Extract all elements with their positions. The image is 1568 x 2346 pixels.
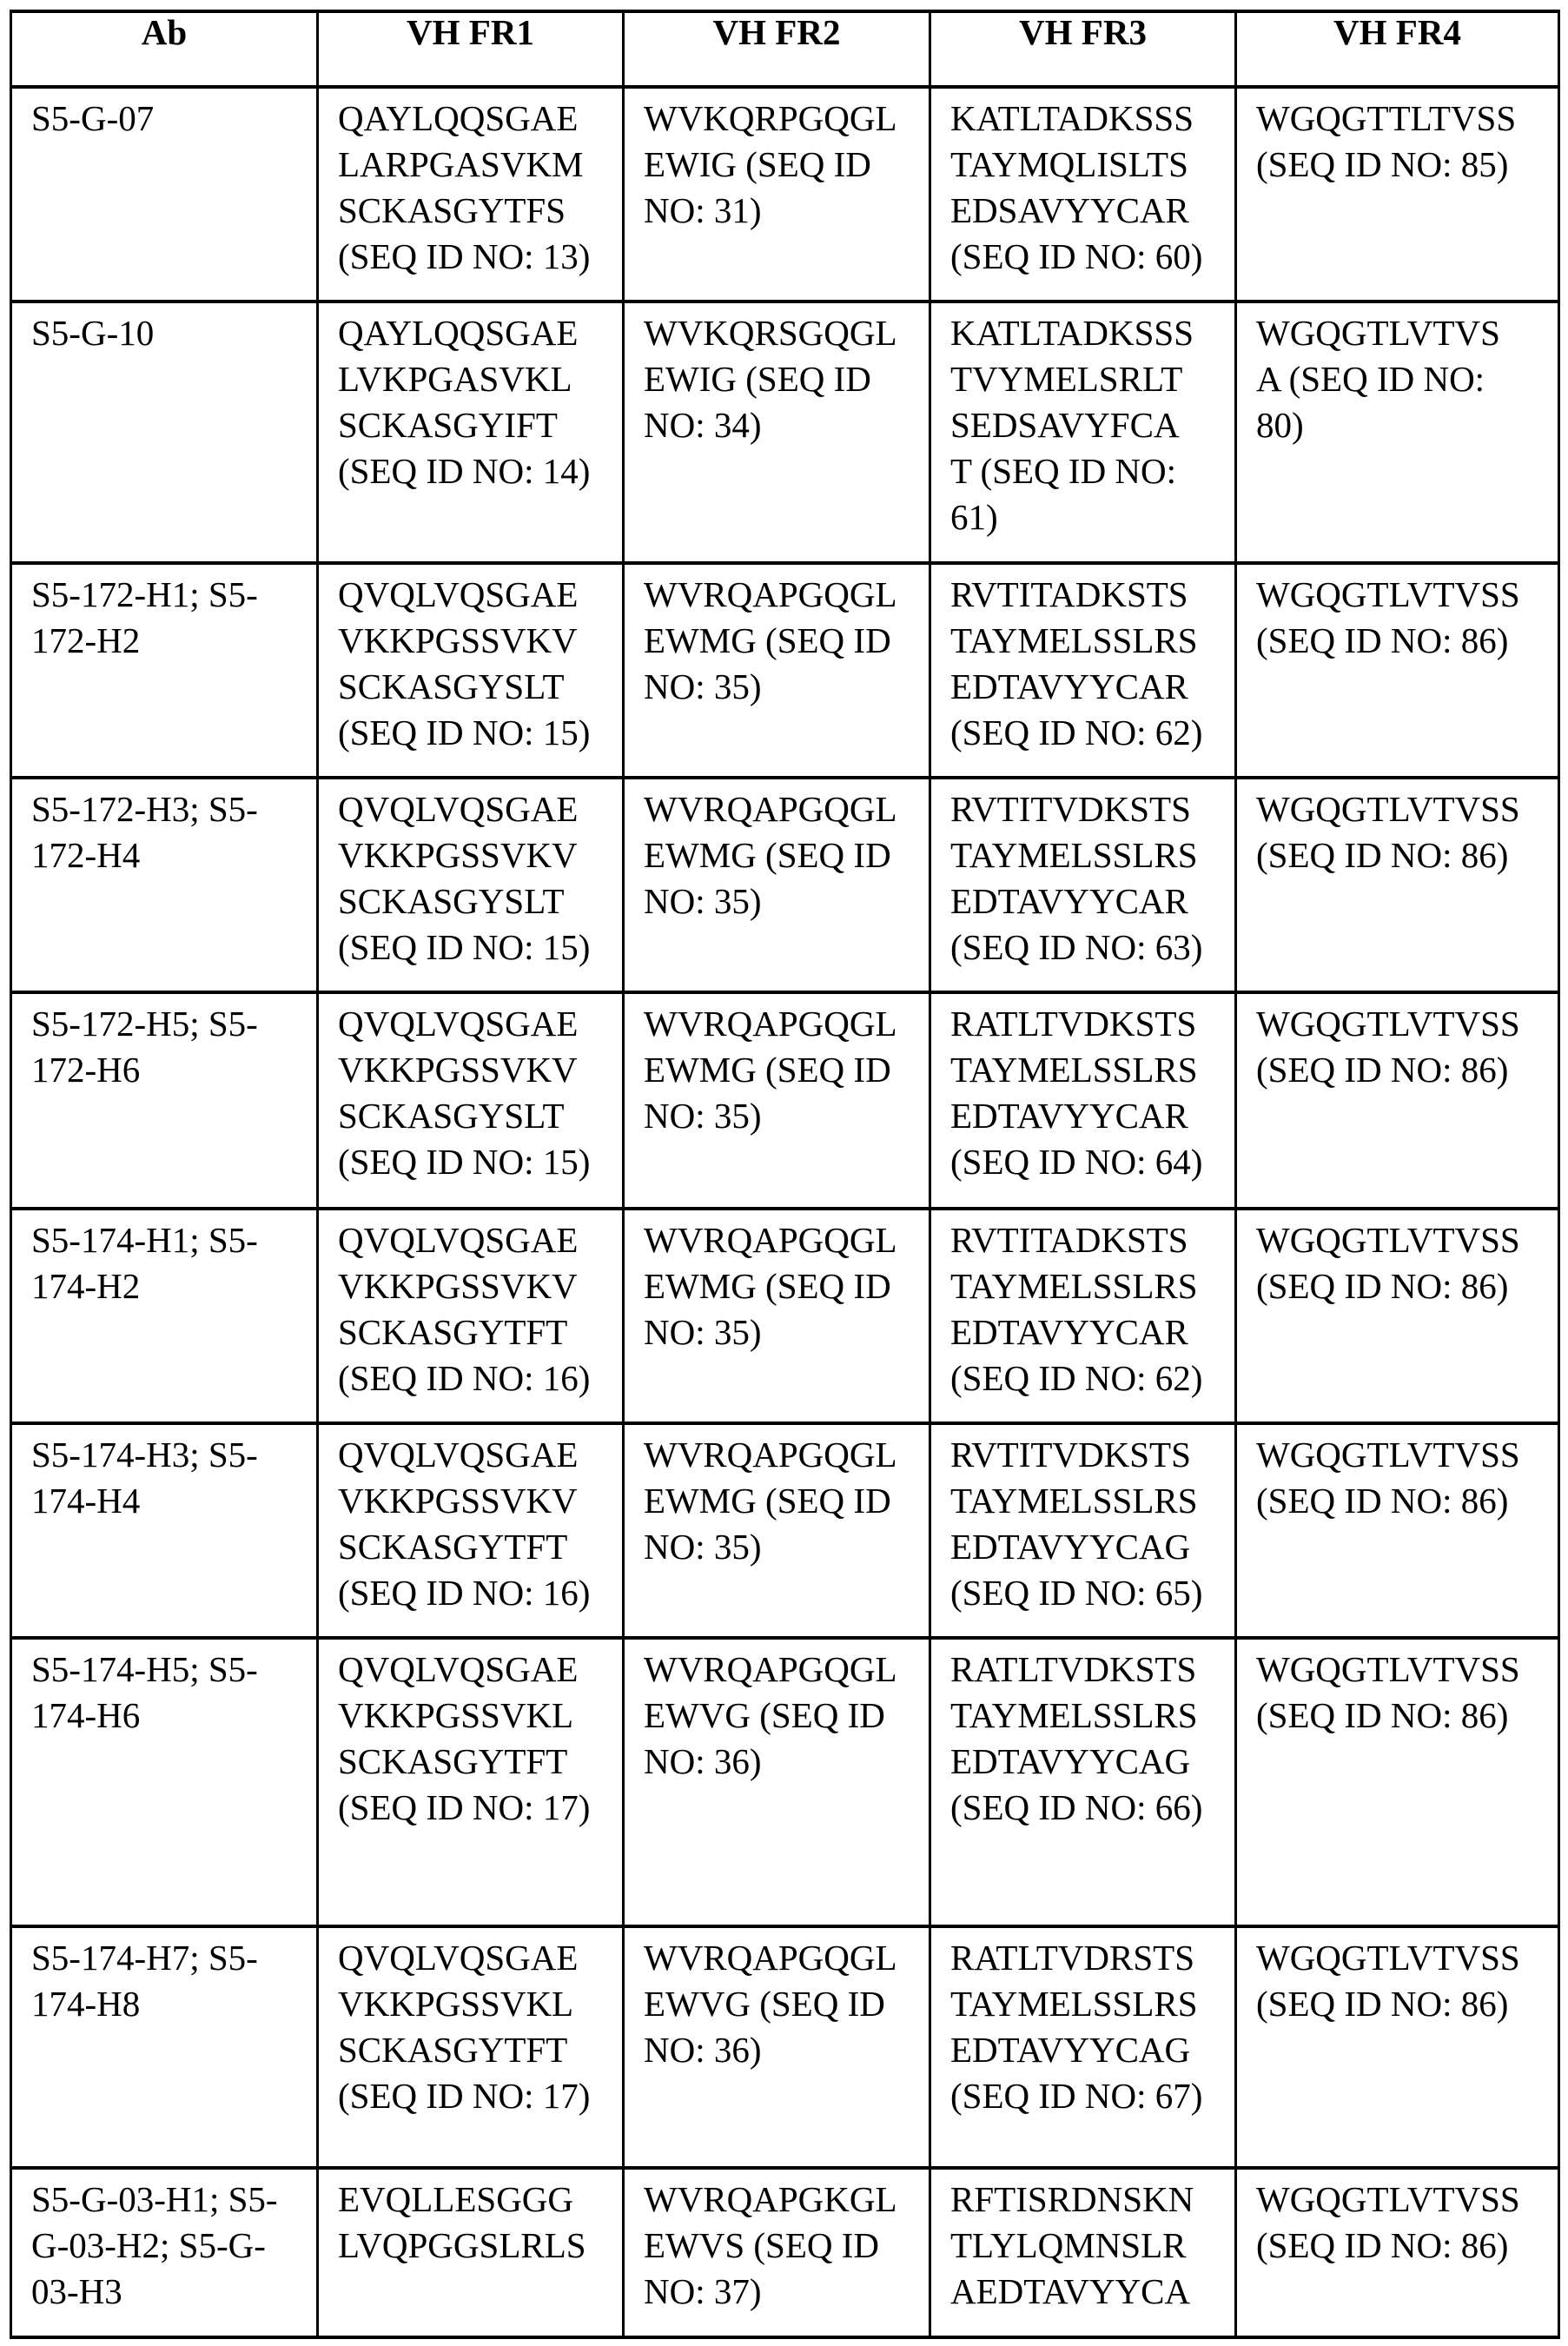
cell-text-line: WGQGTLVTVS: [1256, 313, 1500, 353]
cell-text-line: 172-H4: [31, 835, 141, 875]
cell-text-line: EDTAVYYCAG: [950, 1527, 1191, 1567]
vh-fr4-cell: [1236, 87, 1559, 302]
cell-text-line: WVRQAPGQGL: [644, 1220, 897, 1260]
cell-text-line: (SEQ ID NO: 62): [950, 1358, 1203, 1398]
cell-text-line: (SEQ ID NO: 13): [338, 236, 591, 276]
cell-text-line: TAYMELSSLRS: [950, 1695, 1198, 1735]
cell-text-line: SCKASGYTFT: [338, 1312, 568, 1352]
antibody-name-cell: [11, 992, 318, 1209]
cell-text-line: EWVG (SEQ ID: [644, 1695, 885, 1735]
antibody-name-cell: [11, 1638, 318, 1926]
cell-text-line: EDTAVYYCAR: [950, 666, 1188, 706]
cell-text-line: S5-G-03-H1; S5-: [31, 2179, 278, 2219]
cell-text-line: NO: 31): [644, 190, 762, 230]
cell-text-line: (SEQ ID NO: 17): [338, 2076, 591, 2116]
table-row: [11, 1209, 1559, 1423]
cell-text-line: SEDSAVYFCA: [950, 405, 1180, 445]
vh-fr3-cell: [930, 1638, 1236, 1926]
cell-text-line: RFTISRDNSKN: [950, 2179, 1194, 2219]
antibody-name-cell: [11, 1423, 318, 1638]
cell-text-line: RATLTVDKSTS: [950, 1004, 1197, 1044]
cell-text-line: QVQLVQSGAE: [338, 1220, 579, 1260]
header-vh-fr3: VH FR3: [930, 11, 1236, 87]
vh-fr3-cell: [930, 2168, 1236, 2337]
cell-text-line: EDSAVYYCAR: [950, 190, 1189, 230]
cell-text-line: EWVG (SEQ ID: [644, 1984, 885, 2024]
table-row: [11, 87, 1559, 302]
cell-text-line: QVQLVQSGAE: [338, 1938, 579, 1978]
vh-fr2-cell: [624, 302, 930, 563]
antibody-name-cell: [11, 1209, 318, 1423]
cell-text-line: SCKASGYSLT: [338, 1096, 565, 1136]
cell-text-line: (SEQ ID NO: 66): [950, 1787, 1203, 1827]
vh-fr1-cell: [318, 1209, 624, 1423]
cell-text-line: EWMG (SEQ ID: [644, 1266, 891, 1306]
header-ab: Ab: [11, 11, 318, 87]
cell-text-line: RATLTVDKSTS: [950, 1649, 1197, 1689]
cell-text-line: WGQGTLVTVSS: [1256, 1220, 1520, 1260]
cell-text-line: TLYLQMNSLR: [950, 2225, 1187, 2265]
cell-text-line: WVRQAPGKGL: [644, 2179, 897, 2219]
cell-text-line: WGQGTLVTVSS: [1256, 1649, 1520, 1689]
vh-fr3-cell: [930, 992, 1236, 1209]
cell-text-line: (SEQ ID NO: 63): [950, 927, 1203, 967]
header-vh-fr2: VH FR2: [624, 11, 930, 87]
vh-fr3-cell: [930, 1926, 1236, 2168]
vh-framework-table: [10, 10, 1560, 2339]
vh-fr2-cell: [624, 992, 930, 1209]
cell-text-line: EWIG (SEQ ID: [644, 144, 871, 184]
cell-text-line: EDTAVYYCAG: [950, 1741, 1191, 1781]
cell-text-line: VKKPGSSVKL: [338, 1695, 574, 1735]
cell-text-line: WGQGTLVTVSS: [1256, 1004, 1520, 1044]
header-vh-fr1: VH FR1: [318, 11, 624, 87]
cell-text-line: WVRQAPGQGL: [644, 1938, 897, 1978]
cell-text-line: VKKPGSSVKV: [338, 835, 578, 875]
cell-text-line: (SEQ ID NO: 85): [1256, 144, 1509, 184]
vh-fr2-cell: [624, 1423, 930, 1638]
cell-text-line: (SEQ ID NO: 86): [1256, 2225, 1509, 2265]
cell-text-line: (SEQ ID NO: 15): [338, 927, 591, 967]
cell-text-line: (SEQ ID NO: 16): [338, 1358, 591, 1398]
cell-text-line: (SEQ ID NO: 14): [338, 451, 591, 491]
cell-text-line: WGQGTLVTVSS: [1256, 1435, 1520, 1475]
cell-text-line: (SEQ ID NO: 16): [338, 1573, 591, 1613]
cell-text-line: WVRQAPGQGL: [644, 1435, 897, 1475]
table-row: [11, 563, 1559, 778]
vh-fr3-cell: [930, 563, 1236, 778]
vh-fr2-cell: [624, 1638, 930, 1926]
cell-text-line: WVRQAPGQGL: [644, 1004, 897, 1044]
table-row: [11, 302, 1559, 563]
cell-text-line: TAYMELSSLRS: [950, 835, 1198, 875]
cell-text-line: (SEQ ID NO: 67): [950, 2076, 1203, 2116]
cell-text-line: SCKASGYTFT: [338, 1741, 568, 1781]
cell-text-line: 172-H2: [31, 620, 141, 660]
cell-text-line: RATLTVDRSTS: [950, 1938, 1194, 1978]
cell-text-line: QVQLVQSGAE: [338, 789, 579, 829]
table-row: [11, 1638, 1559, 1926]
cell-text-line: (SEQ ID NO: 60): [950, 236, 1203, 276]
vh-fr2-cell: [624, 2168, 930, 2337]
cell-text-line: NO: 35): [644, 1312, 762, 1352]
cell-text-line: VKKPGSSVKL: [338, 1984, 574, 2024]
cell-text-line: VKKPGSSVKV: [338, 1481, 578, 1521]
vh-fr4-cell: [1236, 1209, 1559, 1423]
antibody-name-cell: [11, 563, 318, 778]
cell-text-line: S5-174-H1; S5-: [31, 1220, 258, 1260]
cell-text-line: SCKASGYIFT: [338, 405, 558, 445]
cell-text-line: 03-H3: [31, 2271, 122, 2311]
cell-text-line: TAYMELSSLRS: [950, 1984, 1198, 2024]
table-row: [11, 992, 1559, 1209]
cell-text-line: (SEQ ID NO: 86): [1256, 620, 1509, 660]
cell-text-line: SCKASGYSLT: [338, 666, 565, 706]
cell-text-line: NO: 37): [644, 2271, 762, 2311]
cell-text-line: WVRQAPGQGL: [644, 574, 897, 614]
cell-text-line: S5-172-H5; S5-: [31, 1004, 258, 1044]
cell-text-line: NO: 35): [644, 1527, 762, 1567]
cell-text-line: EWVS (SEQ ID: [644, 2225, 880, 2265]
cell-text-line: EDTAVYYCAR: [950, 881, 1188, 921]
header-row: [11, 11, 1559, 87]
cell-text-line: QAYLQQSGAE: [338, 98, 579, 138]
vh-fr3-cell: [930, 1209, 1236, 1423]
antibody-name-cell: [11, 2168, 318, 2337]
table-row: [11, 1423, 1559, 1638]
cell-text-line: 174-H8: [31, 1984, 141, 2024]
cell-text-line: AEDTAVYYCA: [950, 2271, 1191, 2311]
vh-fr1-cell: [318, 1638, 624, 1926]
cell-text-line: TAYMELSSLRS: [950, 1266, 1198, 1306]
vh-fr1-cell: [318, 2168, 624, 2337]
cell-text-line: VKKPGSSVKV: [338, 620, 578, 660]
cell-text-line: S5-172-H3; S5-: [31, 789, 258, 829]
cell-text-line: TAYMELSSLRS: [950, 1481, 1198, 1521]
cell-text-line: WGQGTTLTVSS: [1256, 98, 1517, 138]
cell-text-line: (SEQ ID NO: 86): [1256, 1984, 1509, 2024]
cell-text-line: 174-H6: [31, 1695, 141, 1735]
cell-text-line: LVQPGGSLRLS: [338, 2225, 586, 2265]
vh-fr4-cell: [1236, 302, 1559, 563]
cell-text-line: TAYMELSSLRS: [950, 1050, 1198, 1090]
cell-text-line: QVQLVQSGAE: [338, 1435, 579, 1475]
cell-text-line: KATLTADKSSS: [950, 313, 1194, 353]
antibody-name-cell: [11, 87, 318, 302]
vh-fr4-cell: [1236, 1423, 1559, 1638]
cell-text-line: RVTITADKSTS: [950, 574, 1188, 614]
vh-fr1-cell: [318, 563, 624, 778]
cell-text-line: S5-174-H3; S5-: [31, 1435, 258, 1475]
cell-text-line: QVQLVQSGAE: [338, 574, 579, 614]
cell-text-line: RVTITVDKSTS: [950, 1435, 1191, 1475]
vh-fr4-cell: [1236, 1926, 1559, 2168]
cell-text-line: WGQGTLVTVSS: [1256, 574, 1520, 614]
cell-text-line: (SEQ ID NO: 86): [1256, 1050, 1509, 1090]
table-body: [11, 87, 1559, 2337]
cell-text-line: (SEQ ID NO: 62): [950, 712, 1203, 752]
cell-text-line: A (SEQ ID NO:: [1256, 359, 1485, 399]
cell-text-line: RVTITADKSTS: [950, 1220, 1188, 1260]
vh-fr4-cell: [1236, 563, 1559, 778]
vh-fr1-cell: [318, 302, 624, 563]
antibody-name-cell: [11, 778, 318, 992]
cell-text-line: EWMG (SEQ ID: [644, 1481, 891, 1521]
cell-text-line: QAYLQQSGAE: [338, 313, 579, 353]
cell-text-line: LARPGASVKM: [338, 144, 584, 184]
vh-fr4-cell: [1236, 778, 1559, 992]
vh-fr2-cell: [624, 1209, 930, 1423]
cell-text-line: WGQGTLVTVSS: [1256, 789, 1520, 829]
cell-text-line: S5-174-H5; S5-: [31, 1649, 258, 1689]
cell-text-line: NO: 34): [644, 405, 762, 445]
vh-fr2-cell: [624, 87, 930, 302]
vh-fr1-cell: [318, 87, 624, 302]
cell-text-line: VKKPGSSVKV: [338, 1266, 578, 1306]
cell-text-line: NO: 35): [644, 1096, 762, 1136]
cell-text-line: WVKQRSGQGL: [644, 313, 897, 353]
vh-fr1-cell: [318, 1926, 624, 2168]
cell-text-line: VKKPGSSVKV: [338, 1050, 578, 1090]
cell-text-line: 174-H4: [31, 1481, 141, 1521]
cell-text-line: EDTAVYYCAR: [950, 1096, 1188, 1136]
cell-text-line: RVTITVDKSTS: [950, 789, 1191, 829]
vh-fr4-cell: [1236, 2168, 1559, 2337]
cell-text-line: SCKASGYTFS: [338, 190, 566, 230]
vh-fr1-cell: [318, 1423, 624, 1638]
cell-text-line: (SEQ ID NO: 15): [338, 1142, 591, 1182]
table-row: [11, 778, 1559, 992]
cell-text-line: EDTAVYYCAR: [950, 1312, 1188, 1352]
vh-fr4-cell: [1236, 1638, 1559, 1926]
vh-fr3-cell: [930, 1423, 1236, 1638]
vh-fr4-cell: [1236, 992, 1559, 1209]
cell-text-line: SCKASGYSLT: [338, 881, 565, 921]
cell-text-line: 174-H2: [31, 1266, 141, 1306]
cell-text-line: NO: 35): [644, 881, 762, 921]
cell-text-line: WVRQAPGQGL: [644, 1649, 897, 1689]
cell-text-line: (SEQ ID NO: 65): [950, 1573, 1203, 1613]
cell-text-line: (SEQ ID NO: 86): [1256, 1266, 1509, 1306]
vh-fr3-cell: [930, 87, 1236, 302]
cell-text-line: S5-G-07: [31, 98, 155, 138]
cell-text-line: G-03-H2; S5-G-: [31, 2225, 266, 2265]
vh-fr3-cell: [930, 302, 1236, 563]
cell-text-line: NO: 35): [644, 666, 762, 706]
cell-text-line: EDTAVYYCAG: [950, 2030, 1191, 2070]
cell-text-line: TAYMQLISLTS: [950, 144, 1188, 184]
cell-text-line: (SEQ ID NO: 17): [338, 1787, 591, 1827]
cell-text-line: WGQGTLVTVSS: [1256, 2179, 1520, 2219]
cell-text-line: TAYMELSSLRS: [950, 620, 1198, 660]
cell-text-line: 172-H6: [31, 1050, 141, 1090]
table-row: [11, 1926, 1559, 2168]
cell-text-line: LVKPGASVKL: [338, 359, 572, 399]
cell-text-line: 80): [1256, 405, 1304, 445]
antibody-name-cell: [11, 1926, 318, 2168]
cell-text-line: EWIG (SEQ ID: [644, 359, 871, 399]
vh-fr1-cell: [318, 778, 624, 992]
vh-fr3-cell: [930, 778, 1236, 992]
cell-text-line: SCKASGYTFT: [338, 2030, 568, 2070]
cell-text-line: (SEQ ID NO: 15): [338, 712, 591, 752]
cell-text-line: EWMG (SEQ ID: [644, 1050, 891, 1090]
vh-fr2-cell: [624, 1926, 930, 2168]
cell-text-line: S5-172-H1; S5-: [31, 574, 258, 614]
cell-text-line: SCKASGYTFT: [338, 1527, 568, 1567]
cell-text-line: (SEQ ID NO: 86): [1256, 1481, 1509, 1521]
vh-fr2-cell: [624, 563, 930, 778]
cell-text-line: EWMG (SEQ ID: [644, 835, 891, 875]
cell-text-line: (SEQ ID NO: 86): [1256, 1695, 1509, 1735]
cell-text-line: QVQLVQSGAE: [338, 1649, 579, 1689]
cell-text-line: S5-174-H7; S5-: [31, 1938, 258, 1978]
cell-text-line: WVRQAPGQGL: [644, 789, 897, 829]
cell-text-line: EVQLLESGGG: [338, 2179, 574, 2219]
header-vh-fr4: VH FR4: [1236, 11, 1559, 87]
antibody-name-cell: [11, 302, 318, 563]
cell-text-line: WVKQRPGQGL: [644, 98, 897, 138]
cell-text-line: KATLTADKSSS: [950, 98, 1194, 138]
vh-fr1-cell: [318, 992, 624, 1209]
cell-text-line: S5-G-10: [31, 313, 155, 353]
cell-text-line: WGQGTLVTVSS: [1256, 1938, 1520, 1978]
cell-text-line: EWMG (SEQ ID: [644, 620, 891, 660]
cell-text-line: TVYMELSRLT: [950, 359, 1183, 399]
cell-text-line: T (SEQ ID NO:: [950, 451, 1177, 491]
cell-text-line: QVQLVQSGAE: [338, 1004, 579, 1044]
cell-text-line: 61): [950, 497, 998, 537]
cell-text-line: (SEQ ID NO: 64): [950, 1142, 1203, 1182]
cell-text-line: (SEQ ID NO: 86): [1256, 835, 1509, 875]
table-row: [11, 2168, 1559, 2337]
cell-text-line: NO: 36): [644, 1741, 762, 1781]
vh-fr2-cell: [624, 778, 930, 992]
cell-text-line: NO: 36): [644, 2030, 762, 2070]
